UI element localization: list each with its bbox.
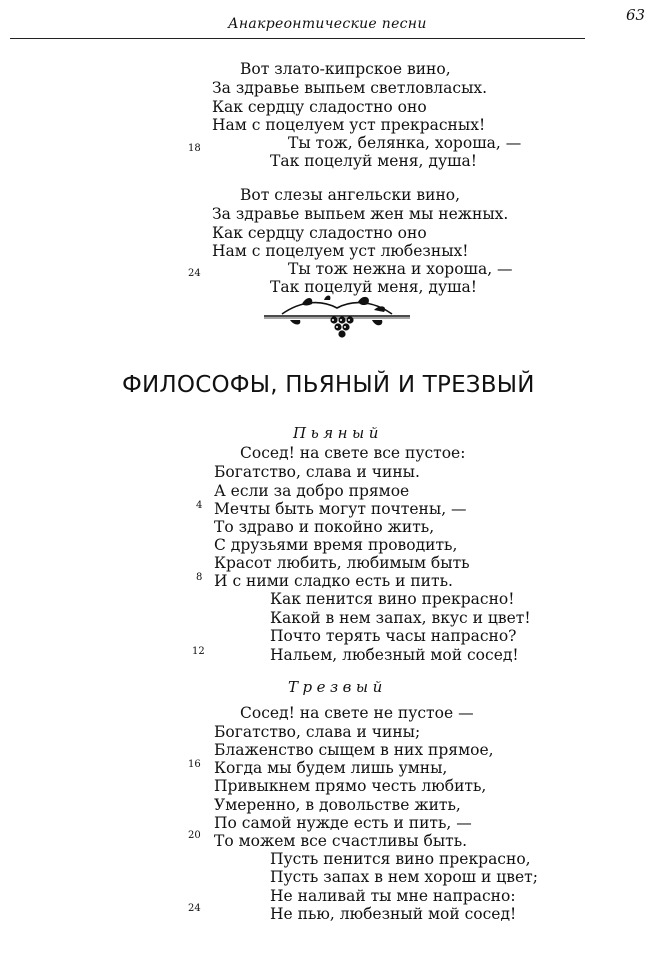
- verse-line: Сосед! на свете все пустое:: [240, 444, 466, 462]
- speaker-heading: Пьяный: [293, 424, 383, 442]
- verse-line: То здраво и покойно жить,: [214, 518, 435, 536]
- verse-line: По самой нужде есть и пить, —: [214, 814, 472, 832]
- verse-line: Почто терять часы напрасно?: [270, 627, 517, 645]
- line-number: 8: [196, 572, 203, 583]
- verse-line: Привыкнем прямо честь любить,: [214, 777, 487, 795]
- verse-line: Пусть пенится вино прекрасно,: [270, 850, 531, 868]
- verse-line: Ты тож, белянка, хороша, —: [288, 134, 522, 152]
- verse-line: Какой в нем запах, вкус и цвет!: [270, 609, 531, 627]
- verse-line: За здравье выпьем жен мы нежных.: [212, 205, 509, 223]
- verse-line: То можем все счастливы быть.: [214, 832, 468, 850]
- verse-line: И с ними сладко есть и пить.: [214, 572, 453, 590]
- page-number: 63: [626, 6, 646, 24]
- line-number: 16: [188, 759, 201, 770]
- verse-line: За здравье выпьем светловласых.: [212, 79, 488, 97]
- verse-line: Нам с поцелуем уст прекрасных!: [212, 116, 486, 134]
- running-header-title: Анакреонтические песни: [228, 16, 427, 32]
- verse-line: Вот злато-кипрское вино,: [240, 60, 451, 78]
- verse-line: Богатство, слава и чины.: [214, 463, 420, 481]
- verse-line: Мечты быть могут почтены, —: [214, 500, 467, 518]
- verse-line: Ты тож нежна и хороша, —: [288, 260, 513, 278]
- verse-line: Сосед! на свете не пустое —: [240, 704, 474, 722]
- verse-line: Как пенится вино прекрасно!: [270, 590, 515, 608]
- grapevine-ornament-icon: [262, 290, 412, 338]
- verse-line: Вот слезы ангельски вино,: [240, 186, 461, 204]
- line-number: 18: [188, 143, 201, 154]
- verse-line: Пусть запах в нем хорош и цвет;: [270, 868, 538, 886]
- verse-line: Так поцелуй меня, душа!: [270, 152, 477, 170]
- verse-line: Не пью, любезный мой сосед!: [270, 905, 517, 923]
- line-number: 4: [196, 500, 203, 511]
- verse-line: Нам с поцелуем уст любезных!: [212, 242, 469, 260]
- header-divider: [10, 38, 585, 39]
- line-number: 12: [192, 646, 205, 657]
- speaker-heading: Трезвый: [288, 678, 387, 696]
- line-number: 24: [188, 903, 201, 914]
- verse-line: Блаженство сыщем в них прямое,: [214, 741, 494, 759]
- line-number: 20: [188, 830, 201, 841]
- verse-line: А если за добро прямое: [214, 482, 410, 500]
- verse-line: Богатство, слава и чины;: [214, 723, 421, 741]
- verse-line: Когда мы будем лишь умны,: [214, 759, 448, 777]
- verse-line: Не наливай ты мне напрасно:: [270, 887, 516, 905]
- verse-line: Так поцелуй меня, душа!: [270, 278, 477, 296]
- verse-line: Как сердцу сладостно оно: [212, 98, 427, 116]
- verse-line: Красот любить, любимым быть: [214, 554, 470, 572]
- poem-title: ФИЛОСОФЫ, ПЬЯНЫЙ И ТРЕЗВЫЙ: [122, 372, 535, 398]
- verse-line: Как сердцу сладостно оно: [212, 224, 427, 242]
- verse-line: Нальем, любезный мой сосед!: [270, 646, 519, 664]
- line-number: 24: [188, 268, 201, 279]
- verse-line: Умеренно, в довольстве жить,: [214, 796, 461, 814]
- verse-line: С друзьями время проводить,: [214, 536, 458, 554]
